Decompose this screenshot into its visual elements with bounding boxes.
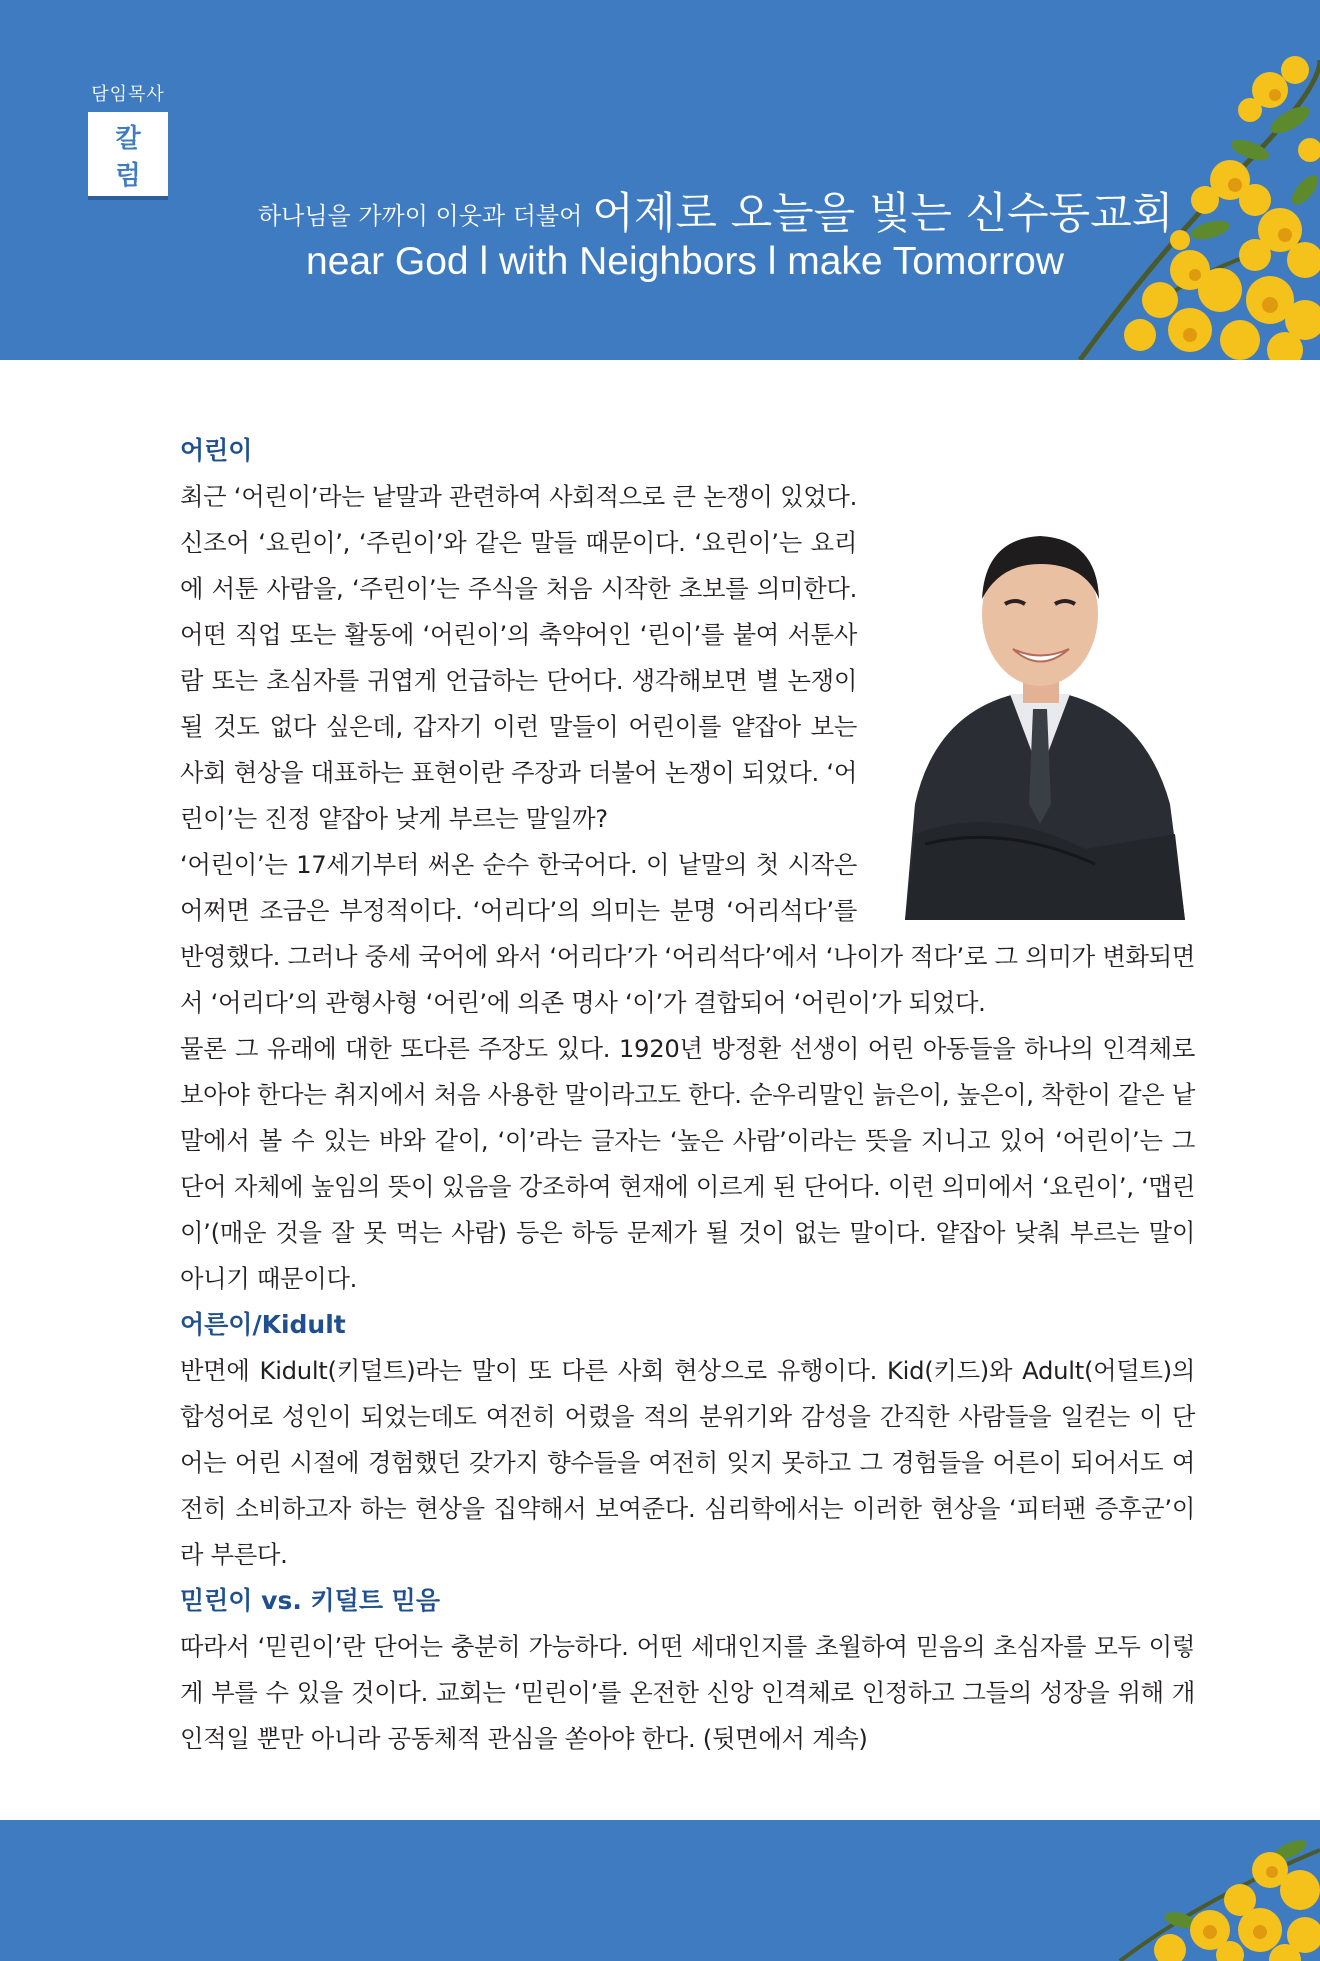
pastor-portrait-image [885,504,1195,920]
badge-subtitle: 담임목사 [91,84,165,105]
section-title-kidult: 어른이/Kidult [180,1310,346,1339]
flower-decoration-top [1040,0,1320,360]
paragraph: ‘어린이’는 17세기부터 써온 순수 한국어다. 이 낱말의 첫 시작은 어쩌면 조금은 부정적이다. ‘어리다’의 의미는 분명 ‘어리석다’를 반영했다. 그러나 중세 국어에 와서 ‘어리다’가 ‘어리석다’에서 ‘나이가 적다’로 그 의미가 변화되면서 ‘어리다’의 관형사형 ‘어린’에 의존 명사 ‘이’가 결합되어 ‘어린이’가 되었다. [180,850,1195,1017]
header-banner [0,0,1320,360]
section-title-faith: 믿린이 vs. 키덜트 믿음 [180,1586,440,1615]
paragraph: 최근 ‘어린이’라는 낱말과 관련하여 사회적으로 큰 논쟁이 있었다. 신조어 ‘요린이’, ‘주린이’와 같은 말들 때문이다. ‘요린이’는 요리에 서툰 사람을, ‘주린이’는 주식을 처음 시작한 초보를 의미한다. 어떤 직업 또는 활동에 ‘어린이’의 축약어인 ‘린이’를 붙여 서툰사람 또는 초심자를 귀엽게 언급하는 단어다. 생각해보면 별 논쟁이 될 것도 없다 싶은데, 갑자기 이런 말들이 어린이를 얕잡아 보는 사회 현상을 대표하는 표현이란 주장과 더불어 논쟁이 되었다. ‘어린이’는 진정 얕잡아 낮게 부르는 말일까? [180,482,858,833]
paragraph: 물론 그 유래에 대한 또다른 주장도 있다. 1920년 방정환 선생이 어린 아동들을 하나의 인격체로 보아야 한다는 취지에서 처음 사용한 말이라고도 한다. 순우리말인 늙은이, 높은이, 착한이 같은 낱말에서 볼 수 있는 바와 같이, ‘이’라는 글자는 ‘높은 사람’이라는 뜻을 지니고 있어 ‘어린이’는 그 단어 자체에 높임의 뜻이 있음을 강조하여 현재에 이르게 된 단어다. 이런 의미에서 ‘요린이’, ‘맵린이’(매운 것을 잘 못 먹는 사람) 등은 하등 문제가 될 것이 없는 말이다. 얕잡아 낮춰 부르는 말이 아니기 때문이다. [180,1034,1196,1293]
column-badge [88,80,168,200]
paragraph: 따라서 ‘믿린이’란 단어는 충분히 가능하다. 어떤 세대인지를 초월하여 믿음의 초심자를 모두 이렇게 부를 수 있을 것이다. 교회는 ‘믿린이’를 온전한 신앙 인격체로 인정하고 그들의 성장을 위해 개인적일 뿐만 아니라 공동체적 관심을 쏟아야 한다. (뒷면에서 계속) [180,1632,1195,1753]
slogan-small: 하나님을 가까이 이웃과 더불어 [258,202,583,230]
slogan-korean [258,180,1173,241]
slogan-english: near God l with Neighbors l make Tomorrow [306,240,1064,283]
badge-title: 칼 럼 [88,112,168,200]
pastor-photo [885,504,1195,920]
flower-decoration-bottom [1060,1820,1320,1961]
paragraph: 반면에 Kidult(키덜트)라는 말이 또 다른 사회 현상으로 유행이다. Kid(키드)와 Adult(어덜트)의 합성어로 성인이 되었는데도 여전히 어렸을 적의 분위기와 감성을 간직한 사람들을 일컫는 이 단어는 어린 시절에 경험했던 갖가지 향수들을 여전히 잊지 못하고 그 경험들을 어른이 되어서도 여전히 소비하고자 하는 현상을 집약해서 보여준다. 심리학에서는 이러한 현상을 ‘피터팬 증후군’이라 부른다. [180,1356,1195,1569]
footer-banner [0,1820,1320,1961]
section-title-children: 어린이 [180,436,253,465]
article-content [180,428,1195,1762]
slogan-big: 어제로 오늘을 빛는 신수동교회 [592,189,1174,239]
